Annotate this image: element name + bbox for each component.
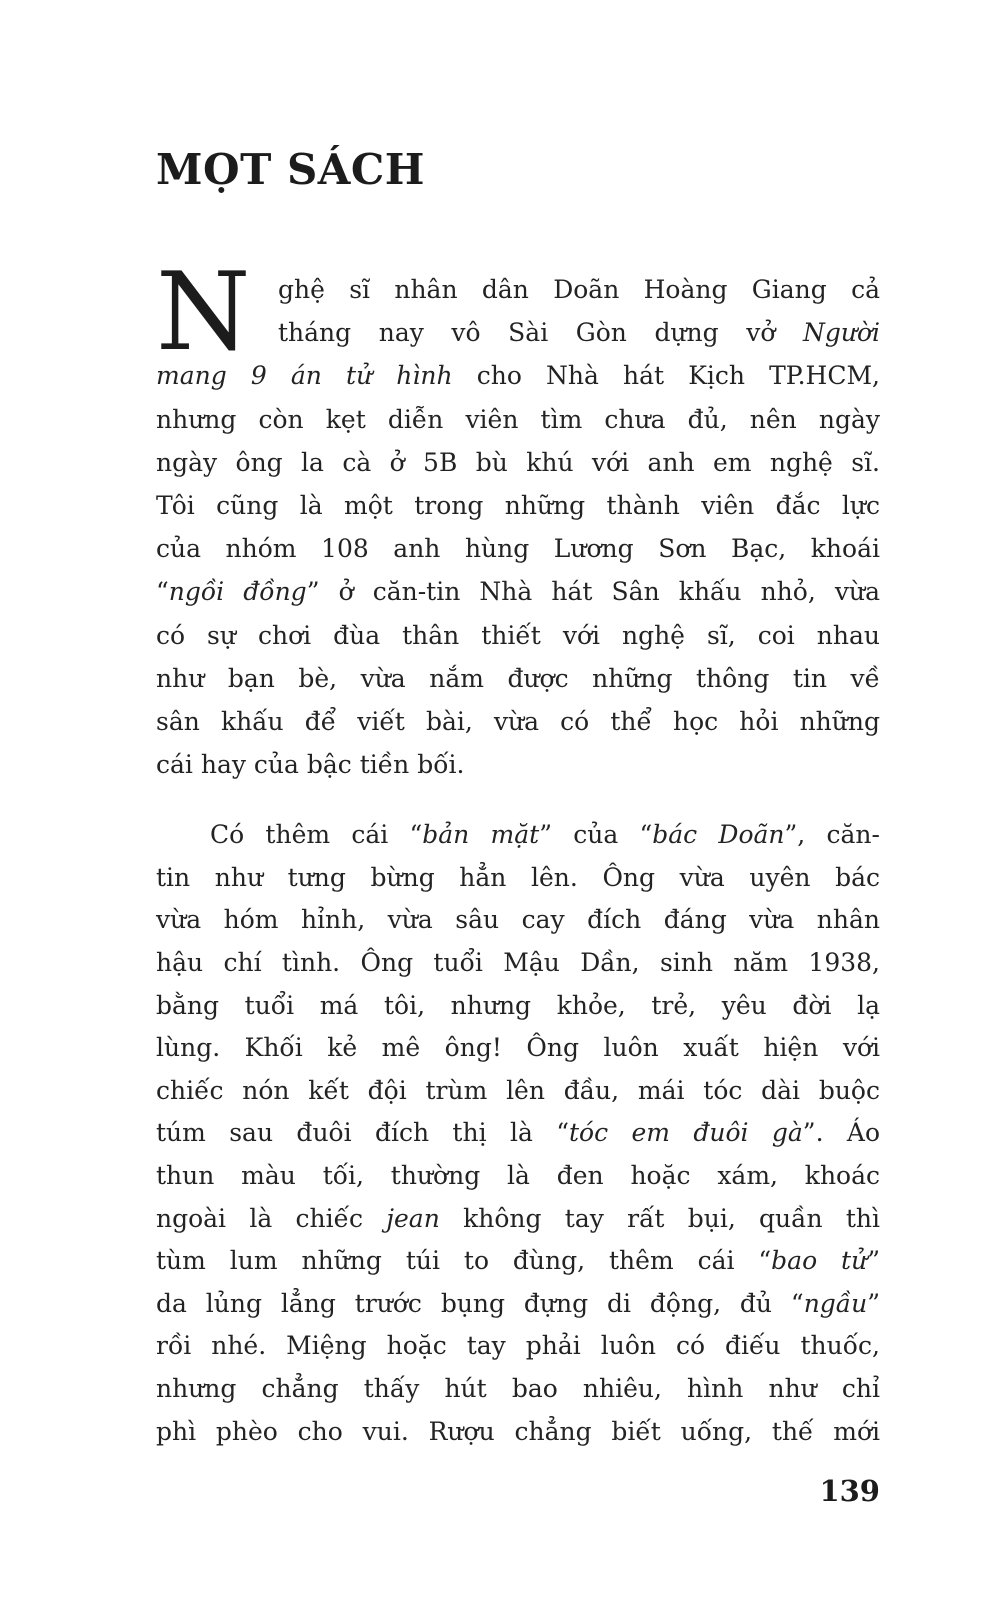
text-line: Có thêm cái “bản mặt” của “bác Doãn”, căn- <box>210 820 880 850</box>
text-line: da lủng lẳng trước bụng đựng di động, đủ “ngầu” <box>156 1288 880 1318</box>
text-line: túm sau đuôi đích thị là “tóc em đuôi gà”. Áo <box>156 1118 881 1148</box>
text-line: chiếc nón kết đội trùm lên đầu, mái tóc dài buộc <box>156 1075 880 1105</box>
text-line: thun màu tối, thường là đen hoặc xám, khoác <box>156 1161 880 1190</box>
text-line: hậu chí tình. Ông tuổi Mậu Dần, sinh năm 1938, <box>156 948 880 978</box>
text-line: ngày ông la cà ở 5B bù khú với anh em nghệ sĩ. <box>156 447 880 477</box>
text-line: sân khấu để viết bài, vừa có thể học hỏi những <box>156 706 880 736</box>
text-line: ghệ sĩ nhân dân Doãn Hoàng Giang cả <box>278 275 880 304</box>
text-line: vừa hóm hỉnh, vừa sâu cay đích đáng vừa nhân <box>156 905 880 935</box>
text-line: mang 9 án tử hình cho Nhà hát Kịch TP.HCM, <box>156 361 880 391</box>
text-line: nhưng chẳng thấy hút bao nhiêu, hình như chỉ <box>156 1373 880 1403</box>
text-line: “ngồi đồng” ở căn-tin Nhà hát Sân khấu nhỏ, vừa <box>156 577 880 607</box>
text-line: tùm lum những túi to đùng, thêm cái “bao tử” <box>156 1246 880 1276</box>
text-line: Tôi cũng là một trong những thành viên đắc lực <box>156 490 880 520</box>
text-line: lùng. Khối kẻ mê ông! Ông luôn xuất hiện với <box>156 1033 880 1063</box>
body-text <box>156 268 880 1452</box>
drop-cap-letter: N <box>156 270 251 356</box>
text-line: cái hay của bậc tiền bối. <box>156 750 465 780</box>
text-line: tháng nay vô Sài Gòn dựng vở Người <box>278 318 880 348</box>
chapter-title: MỌT SÁCH <box>156 145 425 194</box>
text-line: của nhóm 108 anh hùng Lương Sơn Bạc, khoái <box>156 534 880 564</box>
paragraph-1 <box>156 268 880 786</box>
text-line: tin như tưng bừng hẳn lên. Ông vừa uyên bác <box>156 862 880 892</box>
text-line: bằng tuổi má tôi, nhưng khỏe, trẻ, yêu đời lạ <box>156 990 880 1020</box>
text-line: có sự chơi đùa thân thiết với nghệ sĩ, coi nhau <box>156 620 880 650</box>
text-line: nhưng còn kẹt diễn viên tìm chưa đủ, nên ngày <box>156 404 880 434</box>
text-line: như bạn bè, vừa nắm được những thông tin về <box>156 663 880 693</box>
text-line: rồi nhé. Miệng hoặc tay phải luôn có điếu thuốc, <box>156 1331 880 1361</box>
page-number: 139 <box>819 1474 880 1508</box>
text-line: phì phèo cho vui. Rượu chẳng biết uống, thế mới <box>156 1416 880 1446</box>
text-line: ngoài là chiếc jean không tay rất bụi, quần thì <box>156 1203 880 1233</box>
paragraph-2 <box>156 813 880 1452</box>
